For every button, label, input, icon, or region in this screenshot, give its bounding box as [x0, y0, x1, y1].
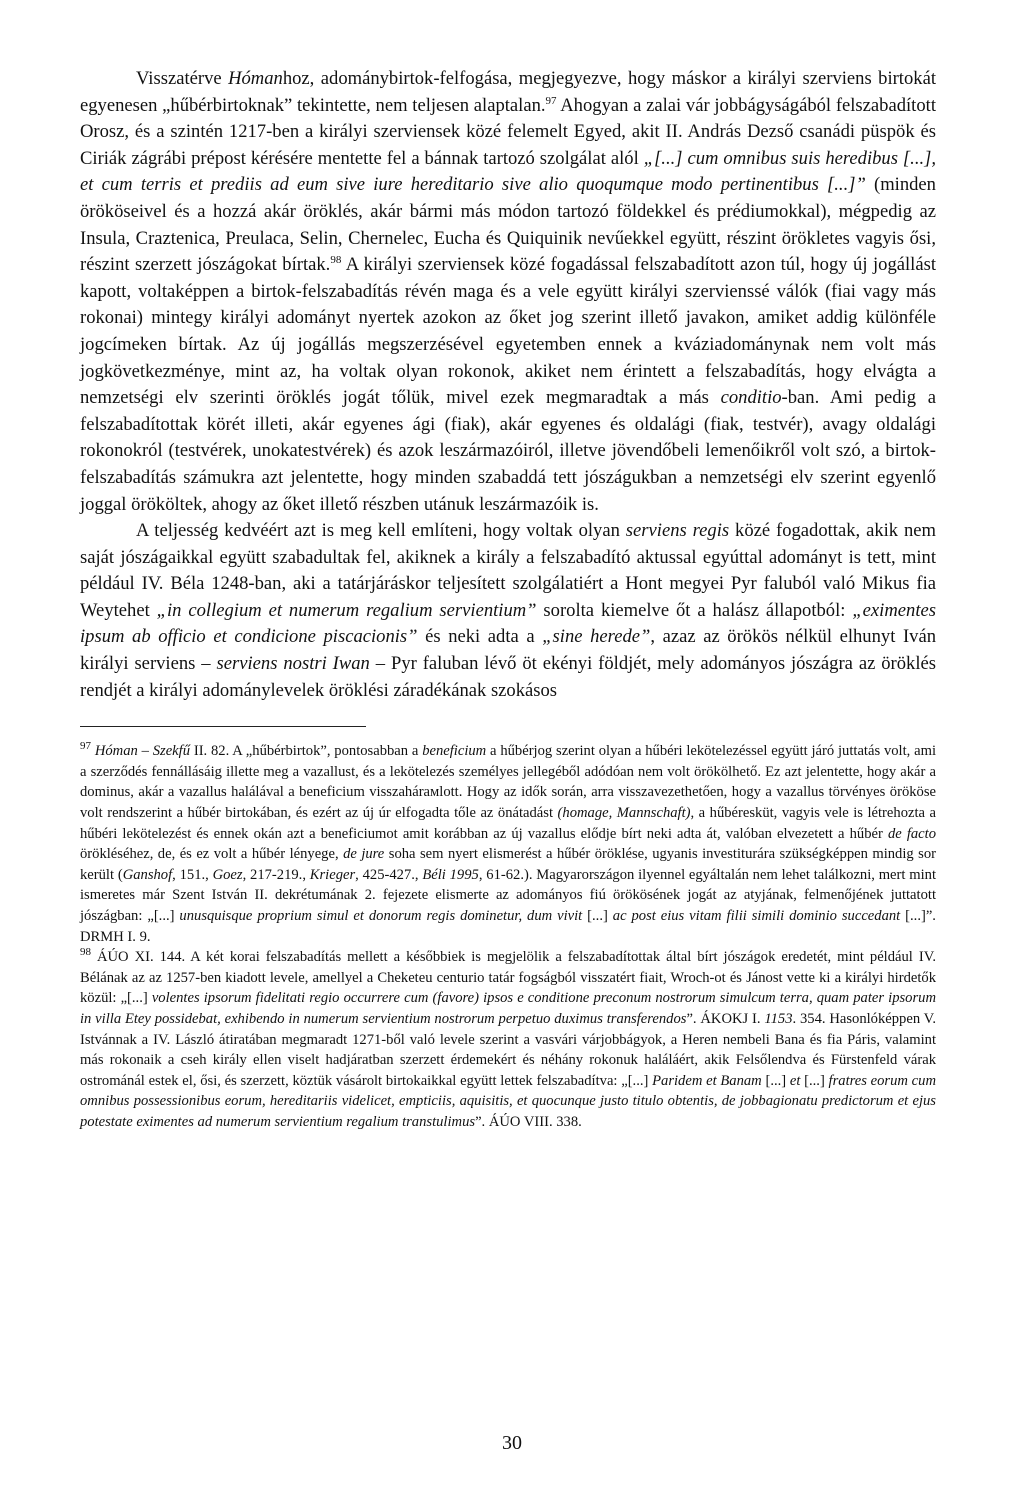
italic-text-run: Béli 1995 [422, 866, 479, 883]
italic-text-run: „[...] cum omnibus suis heredibus [...], et cum terris et prediis ad eum sive iure hereditario sive alio quoqumque modo pertinentibus [...]” [80, 147, 936, 196]
text-run: sorolta kiemelve őt a halász állapotból: [536, 599, 853, 621]
footnote-reference: 97 [545, 94, 557, 107]
text-run: , 425-427., [355, 866, 423, 883]
page-number: 30 [502, 1432, 522, 1454]
body-text [80, 66, 936, 704]
text-run: ”. ÁKOKJ I. [686, 1010, 765, 1027]
footnote [80, 741, 936, 947]
italic-text-run: serviens nostri Iwan [216, 653, 370, 675]
text-run: ”. ÁÚO VIII. 338. [475, 1113, 582, 1130]
italic-text-run: unusquisque proprium simul et donorum regis dominetur, dum vivit [179, 908, 583, 924]
text-run: ÁÚO XI. 144. A két korai felszabadítás mellett a későbbiek is megjelölik a felszabadítottak által bírt jószágok eredetét, mint például IV. Bélának az az 1257-ben kiadott levele, amellyel a Cheketeu centurio tatár fogságból visszatért fiait, Wroch-ot és Jánost vette ki a királyi hirdetők közül: „[...] [80, 949, 936, 1007]
text-run: soha sem nyert elismerést a hűbér öröklése, ugyanis investiturára szükségképpen mindig sor került ( [80, 846, 937, 883]
text-run: [...]”. DRMH I. 9. [80, 908, 936, 945]
text-run: közé fogadottak, akik nem saját jószágaikkal együtt szabadultak fel, akiknek a király a felszabadító aktussal egyúttal adományt is tett, mint például IV. Béla 1248-ban, aki a tatárjáráskor teljesített szolgálatiért a Hont megyei Pyr faluból való Mikus fia Weytehet [80, 520, 936, 621]
text-run: -ban. Ami pedig a felszabadítottak körét illeti, akár egyenes ági (fiak), akár egyenes és oldalági (fiak, testvér), avagy oldalági rokonokról (testvérek, unokatestvérek) és azok leszármazóiról, illetve jövendőbeli lemenőikről volt szó, a birtok-felszabadítás számukra azt jelentette, hogy minden szabaddá tett jószágukban a nemzetségi elv szerint egyenlő joggal örököltek, ahogy az őket illető részben utánuk leszármazóik is. [80, 387, 936, 515]
footnotes [80, 741, 936, 1132]
text-run: [...] [582, 908, 613, 924]
text-run: Ahogyan a zalai vár jobbágyságából felszabadított Orosz, és a szintén 1217-ben a királyi szerviensek közé felemelt Egyed, akit II. András Dezső csanádi püspök és Ciriák zágrábi prépost kérésére mentette fel a bánnak tartozó szolgálat alól [80, 94, 936, 169]
italic-text-run: Hóman [228, 68, 283, 89]
text-run: , 61-62.). Magyarországon ilyennel egyáltalán nem lehet találkozni, mert mint ismeretes már Szent István II. dekrétumának 2. fejezete elismerte az adományos fiú örökösének jogát az atyjának, felmenőjének juttatott jószágban: „[...] [80, 866, 936, 924]
text-run: a hűbérjog szerint olyan a hűbéri lekötelezéssel együtt járó juttatás volt, ami a szerződés fennállásáig illette meg a vazallust, és a lekötelezés személyes jellegéből adódóan nem volt örökölhető. Ez azt jelentette, hogy akár a dominus, akár a vazallus halálával a beneficium visszahárамlott. Hogy az idők során, arra visszavezethetően, hogy a vazallus törvényes örököse volt rendszerint a hűbér birtokában, és ezért az új úr elfogadta tőle az önátadást [80, 743, 936, 822]
italic-text-run: volentes ipsorum fidelitati regio occurrere cum (favore) ipsos e conditione preconum nostrorum simulcum terra, quam pater ipsorum in villa Etey possidebat, exhibendo in numerum servientium nostrorum perpetuo duximus transferendos [80, 990, 936, 1027]
italic-text-run: serviens regis [625, 520, 730, 542]
italic-text-run: fratres eorum cum omnibus possessionibus eorum, hereditariis videlicet, empticiis, aquisitis, et quocunque justo titulo obtentis, de jobbagionatu predictorum et ejus potestate eximentes ad numerum servientium regalium transtulimus [80, 1072, 936, 1130]
text-run: A királyi szerviensek közé fogadással felszabadított azon túl, hogy új jogállást kapott, voltaképpen a birtok-felszabadítás révén maga és a vele együtt királyi szervienssé válók (fiai vagy más rokonai) mintegy királyi adományt nyertek azokon az őket jog szerint illető javakon, amiket addig különféle jogcímeken bírtak. Az új jogállás megszerzésével egyetemben ennek a kváziadománynak nem volt más jogkövetkezménye, mint az, ha voltak olyan rokonok, akiket nem érintett a felszabadítás, hogy elvágta a nemzetségi elv szerinti öröklés jogát tőlük, mivel ezek megmaradtak a más [80, 254, 936, 409]
footnote-reference: 98 [80, 946, 91, 959]
italic-text-run: de jure [343, 846, 385, 863]
text-run: hoz, adománybirtok-felfogása, megjegyezve, hogy máskor a királyi szerviens birtokát egyenesen „hűbérbirtoknak” tekintette, nem teljesen alaptalan. [80, 68, 936, 116]
italic-text-run: Ganshof [122, 866, 173, 883]
text-run: [...] [800, 1072, 829, 1089]
italic-text-run: (homage, Mannschaft) [557, 805, 691, 822]
italic-text-run: et [789, 1072, 801, 1089]
text-run: A teljesség kedvéért azt is meg kell említeni, hogy voltak olyan [136, 520, 626, 542]
text-run: , 151., [172, 866, 213, 883]
text-run: , a hűbéresküt, vagyis vele is létrehozta a hűbéri lekötelezést és ennek okán azt a beneficiumot amit korábban az új vazallus elődje bírt neki adta át, valóban elvezetett a hűbér [80, 805, 936, 842]
italic-text-run: „eximentes ipsum ab officio et condicione piscacionis” [80, 599, 936, 648]
italic-text-run: Krieger [309, 866, 356, 883]
italic-text-run: „sine herede” [542, 626, 651, 648]
body-paragraph [80, 518, 936, 704]
page-content [80, 66, 936, 1133]
text-run: és neki adta a [417, 626, 543, 648]
italic-text-run: ac post eius vitam filii simili dominio succedant [612, 908, 901, 924]
italic-text-run: 1153 [764, 1010, 793, 1027]
footnote-reference: 98 [330, 253, 342, 266]
italic-text-run: Hóman – Szekfű [94, 743, 191, 760]
italic-text-run: „in collegium et numerum regalium servientium” [156, 599, 537, 621]
italic-text-run: Goez [212, 866, 243, 883]
text-run: , 217-219., [242, 866, 310, 883]
italic-text-run: Paridem et Banam [652, 1072, 762, 1089]
italic-text-run: de facto [887, 825, 936, 842]
italic-text-run: beneficium [422, 743, 487, 760]
body-paragraph [80, 66, 936, 518]
text-run: II. 82. A „hűbérbirtok”, pontosabban a [190, 743, 423, 760]
text-run: [...] [761, 1072, 790, 1089]
italic-text-run: conditio [720, 387, 782, 409]
footnote [80, 947, 936, 1132]
footnote-divider [80, 726, 366, 727]
text-run: (minden örököseivel és a hozzá akár öröklés, akár bármi más módon tartozó földekkel és prédiumokkal), mégpedig az Insula, Craztenica, Preulaca, Selin, Chernelec, Eucha és Quiquinik nevűekkel együtt, részint örökletes vagyis ősi, részint szerzett jószágokat bírtak. [80, 174, 936, 276]
text-run: Visszatérve [136, 68, 229, 89]
footnote-reference: 97 [80, 740, 91, 753]
text-run: . 354. Hasonlóképpen V. Istvánnak a IV. László átiratában megmaradt 1271-ből való levele szerint a vasvári várjobbágyok, a Heren nembeli Bana és fia Páris, valamint más rokonaik a cseh király ellen viselt hadjáratban szerzett érdemekért és néhány rokonuk haláláért, akik Felsőlendva és Fürstenfeld várak ostrománál estek el, ősi, és szerzett, köztük vásárolt birtokaikkal együtt lettek felszabadítva: „[...] [80, 1010, 936, 1089]
text-run: örökléséhez, de, és ez volt a hűbér lényege, [80, 846, 344, 863]
text-run: , azaz az örökös nélkül elhunyt Iván királyi serviens – [80, 626, 936, 675]
text-run: – Pyr faluban lévő öt ekényi földjét, mely adományos jószágra az öröklés rendjét a királyi adománylevelek öröklési záradékának szokásos [80, 653, 936, 701]
